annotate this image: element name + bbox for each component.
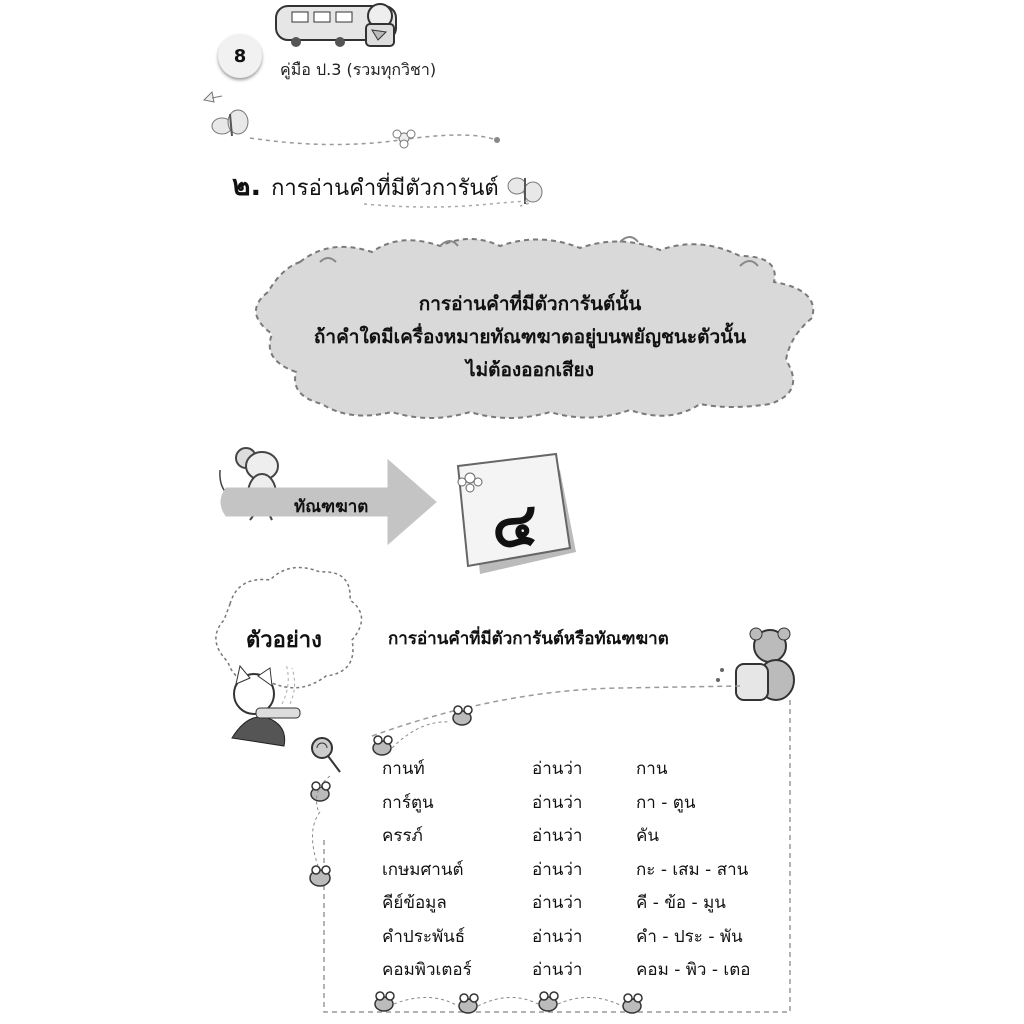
rule-line: การอ่านคำที่มีตัวการันต์นั้น <box>418 293 642 315</box>
example-table <box>382 752 836 987</box>
word-cell: กานท์ <box>382 759 425 780</box>
pronunciation-cell: กาน <box>636 759 668 780</box>
reads-as-cell: อ่านว่า <box>532 759 583 780</box>
rule-line: ไม่ต้องออกเสียง <box>466 359 594 381</box>
table-row <box>382 786 836 820</box>
reads-as-cell: อ่านว่า <box>532 893 583 914</box>
word-cell: เกษมศานต์ <box>382 859 464 880</box>
reads-as-cell: อ่านว่า <box>532 960 583 981</box>
butterfly-icon <box>508 178 542 204</box>
pronunciation-cell: คัน <box>636 826 659 847</box>
example-title: ตัวอย่าง <box>246 628 322 653</box>
butterfly-icon <box>212 110 248 136</box>
section-title: การอ่านคำที่มีตัวการันต์ <box>271 176 499 201</box>
table-row <box>382 953 836 987</box>
word-cell: ครรภ์ <box>382 826 423 847</box>
table-row <box>382 886 836 920</box>
section-heading <box>232 164 499 208</box>
lollipop-icon <box>312 738 340 772</box>
reads-as-cell: อ่านว่า <box>532 792 583 813</box>
bear-illustration <box>716 628 794 700</box>
book-title: คู่มือ ป.3 (รวมทุกวิชา) <box>280 60 437 79</box>
table-row <box>382 819 836 853</box>
reads-as-cell: อ่านว่า <box>532 826 583 847</box>
bee-icon <box>311 782 330 801</box>
bee-icon <box>453 706 472 725</box>
word-cell: การ์ตูน <box>382 792 434 813</box>
bee-icon <box>459 994 478 1013</box>
rule-text <box>270 288 790 387</box>
word-cell: คำประพันธ์ <box>382 926 466 947</box>
page-number: 8 <box>218 34 262 78</box>
pronunciation-cell: คำ - ประ - พัน <box>636 926 743 947</box>
pronunciation-cell: คอม - พิว - เตอ <box>636 960 751 981</box>
bee-icon <box>539 992 558 1011</box>
bee-icon <box>623 994 642 1013</box>
example-description: การอ่านคำที่มีตัวการันต์หรือทัณฑฆาต <box>388 629 669 649</box>
mark-symbol: ๔ <box>489 489 540 563</box>
table-row <box>382 853 836 887</box>
bee-icon <box>310 866 330 886</box>
train-illustration <box>276 4 396 47</box>
bee-icon <box>375 992 394 1011</box>
pronunciation-cell: กะ - เสม - สาน <box>636 859 749 880</box>
pronunciation-cell: กา - ตูน <box>636 792 696 813</box>
flower-icon <box>204 92 222 102</box>
word-cell: คีย์ข้อมูล <box>382 893 447 914</box>
table-row <box>382 920 836 954</box>
pronunciation-cell: คี - ข้อ - มูน <box>636 893 726 914</box>
mark-label: ทัณฑฆาต <box>294 497 369 517</box>
reads-as-cell: อ่านว่า <box>532 926 583 947</box>
word-cell: คอมพิวเตอร์ <box>382 960 472 981</box>
table-row <box>382 752 836 786</box>
reads-as-cell: อ่านว่า <box>532 859 583 880</box>
section-number: ๒. <box>232 169 262 202</box>
rule-line: ถ้าคำใดมีเครื่องหมายทัณฑฆาตอยู่บนพยัญชนะตัวนั้น <box>313 326 747 348</box>
